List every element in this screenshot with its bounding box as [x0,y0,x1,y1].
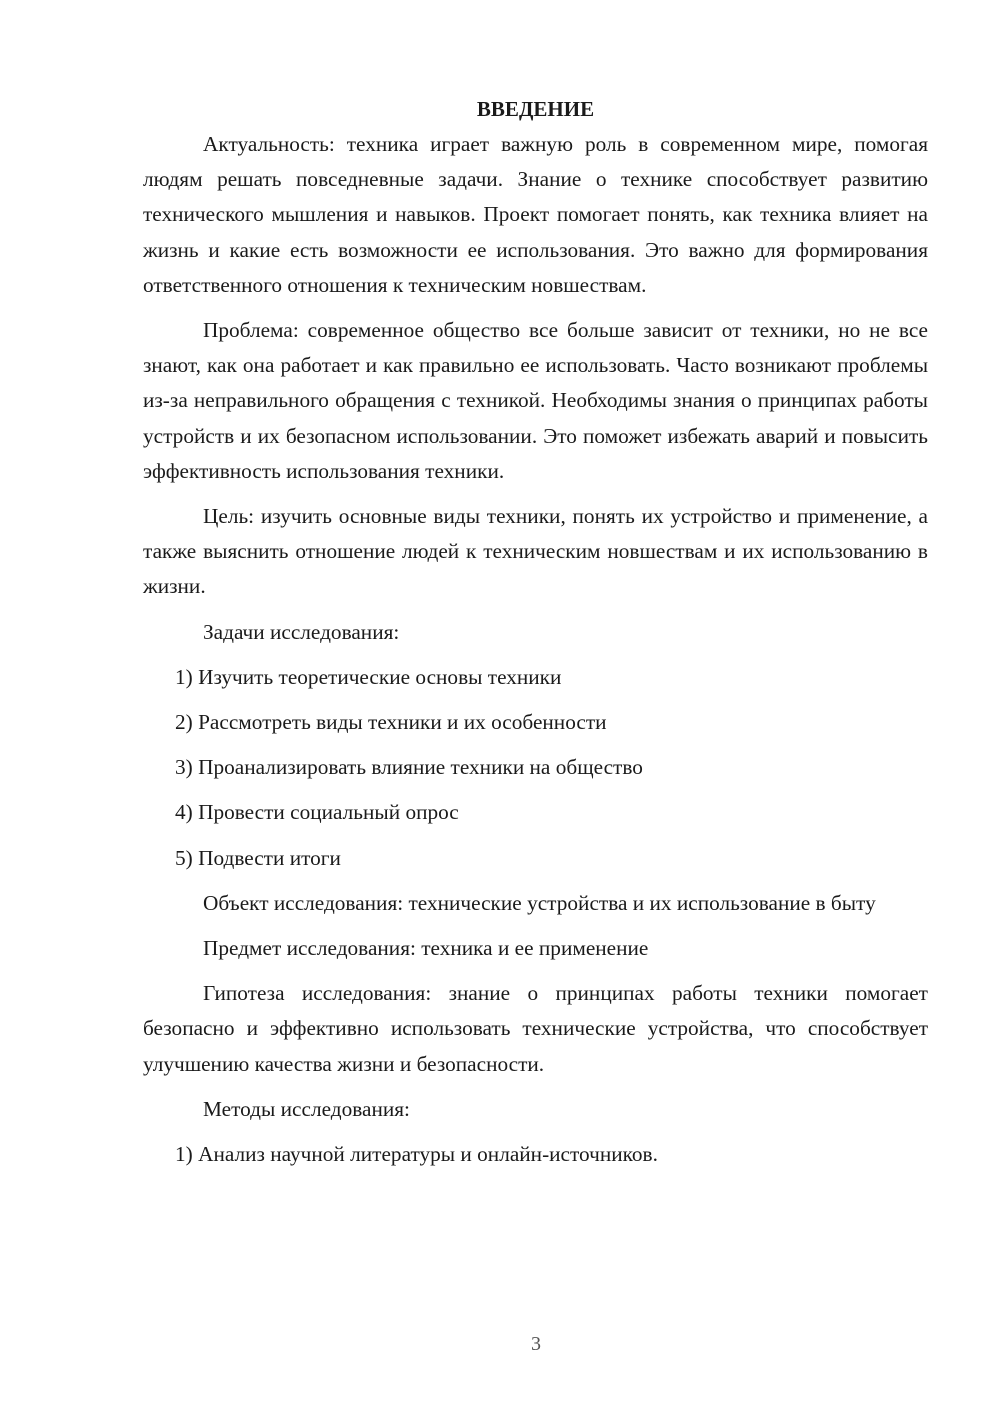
list-item: 5) Подвести итоги [175,845,341,870]
relevance-paragraph: Актуальность: техника играет важную роль в современном мире, помогая людям решать повседневные задачи. Знание о технике способствует развитию технического мышления и навыков. Проект помогает понять, как техника влияет на жизнь и какие есть возможности ее использования. Это важно для формирования ответственного отношения к техническим новшествам. [143,132,928,297]
tasks-label: Задачи исследования: [203,619,400,644]
document-page [143,92,928,1182]
list-item: 4) Провести социальный опрос [175,800,459,825]
page-heading: ВВЕДЕНИЕ [476,97,595,121]
object-paragraph: Объект исследования: технические устройства и их использование в быту [203,890,876,915]
list-item: 1) Анализ научной литературы и онлайн-источников. [175,1142,658,1167]
hypothesis-paragraph: Гипотеза исследования: знание о принципах работы техники помогает безопасно и эффективно использовать технические устройства, что способствует улучшению качества жизни и безопасности. [143,981,928,1076]
list-item: 3) Проанализировать влияние техники на общество [175,755,643,780]
problem-paragraph: Проблема: современное общество все больше зависит от техники, но не все знают, как она работает и как правильно ее использовать. Часто возникают проблемы из-за неправильного обращения с техникой. Необходимы знания о принципах работы устройств и их безопасном использовании. Это поможет избежать аварий и повысить эффективность использования техники. [143,318,928,483]
methods-label: Методы исследования: [203,1096,410,1121]
tasks-list [143,660,928,876]
subject-paragraph: Предмет исследования: техника и ее применение [203,936,649,961]
methods-list [143,1137,928,1172]
list-item: 2) Рассмотреть виды техники и их особенности [175,710,607,735]
goal-paragraph: Цель: изучить основные виды техники, понять их устройство и применение, а также выяснить отношение людей к техническим новшествам и их использованию в жизни. [143,504,928,599]
page-number: 3 [531,1333,541,1355]
list-item: 1) Изучить теоретические основы техники [175,664,562,689]
